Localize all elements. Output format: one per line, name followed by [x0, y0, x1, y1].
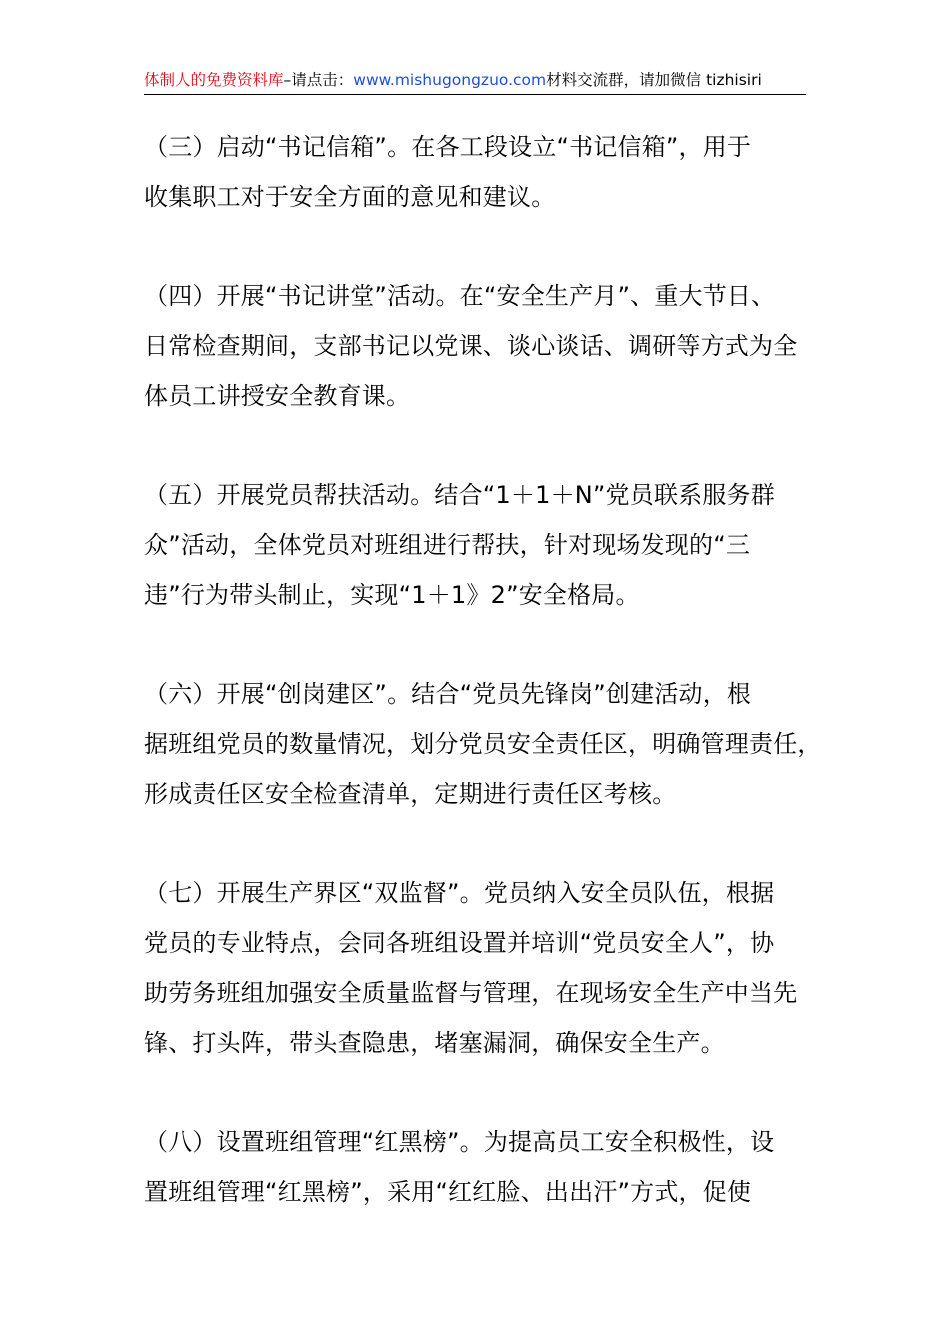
- header-brand: 体制人的免费资料库: [144, 71, 284, 89]
- text-line: （三）启动“书记信箱”。在各工段设立“书记信箱”，用于: [144, 133, 752, 161]
- text-line: 党员的专业特点，会同各班组设置并培训“党员安全人”，协: [144, 929, 775, 957]
- text-line: 日常检查期间，支部书记以党课、谈心谈话、调研等方式为全: [144, 332, 798, 360]
- paragraph-3: [144, 122, 810, 222]
- text-line: （七）开展生产界区“双监督”。党员纳入安全员队伍，根据: [144, 879, 775, 907]
- header-link[interactable]: www.mishugongzuo.com: [353, 71, 547, 89]
- paragraph-6: [144, 669, 822, 819]
- text-line: 助劳务班组加强安全质量监督与管理，在现场安全生产中当先: [144, 979, 798, 1007]
- text-line: 违”行为带头制止，实现“1＋1》2”安全格局。: [144, 581, 640, 609]
- text-line: 形成责任区安全检查清单，定期进行责任区考核。: [144, 780, 677, 808]
- page-header: [144, 66, 806, 95]
- text-line: 体员工讲授安全教育课。: [144, 382, 411, 410]
- header-tail: 材料交流群，请加微信 tizhisiri: [546, 71, 762, 89]
- paragraph-5: [144, 470, 810, 620]
- text-line: 锋、打头阵，带头查隐患，堵塞漏洞，确保安全生产。: [144, 1029, 725, 1057]
- document-body: [144, 122, 822, 1266]
- text-line: 众”活动，全体党员对班组进行帮扶，针对现场发现的“三: [144, 531, 751, 559]
- text-line: （六）开展“创岗建区”。结合“党员先锋岗”创建活动，根: [144, 680, 752, 708]
- paragraph-4: [144, 271, 810, 421]
- paragraph-7: [144, 868, 810, 1068]
- header-prompt: –请点击：: [283, 71, 354, 89]
- text-line: 据班组党员的数量情况，划分党员安全责任区，明确管理责任，: [144, 730, 822, 758]
- paragraph-8: [144, 1117, 810, 1217]
- text-line: （八）设置班组管理“红黑榜”。为提高员工安全积极性，设: [144, 1128, 775, 1156]
- text-line: 置班组管理“红黑榜”，采用“红红脸、出出汗”方式，促使: [144, 1178, 752, 1206]
- text-line: （五）开展党员帮扶活动。结合“1＋1＋N”党员联系服务群: [144, 481, 775, 509]
- text-line: 收集职工对于安全方面的意见和建议。: [144, 183, 556, 211]
- text-line: （四）开展“书记讲堂”活动。在“安全生产月”、重大节日、: [144, 282, 776, 310]
